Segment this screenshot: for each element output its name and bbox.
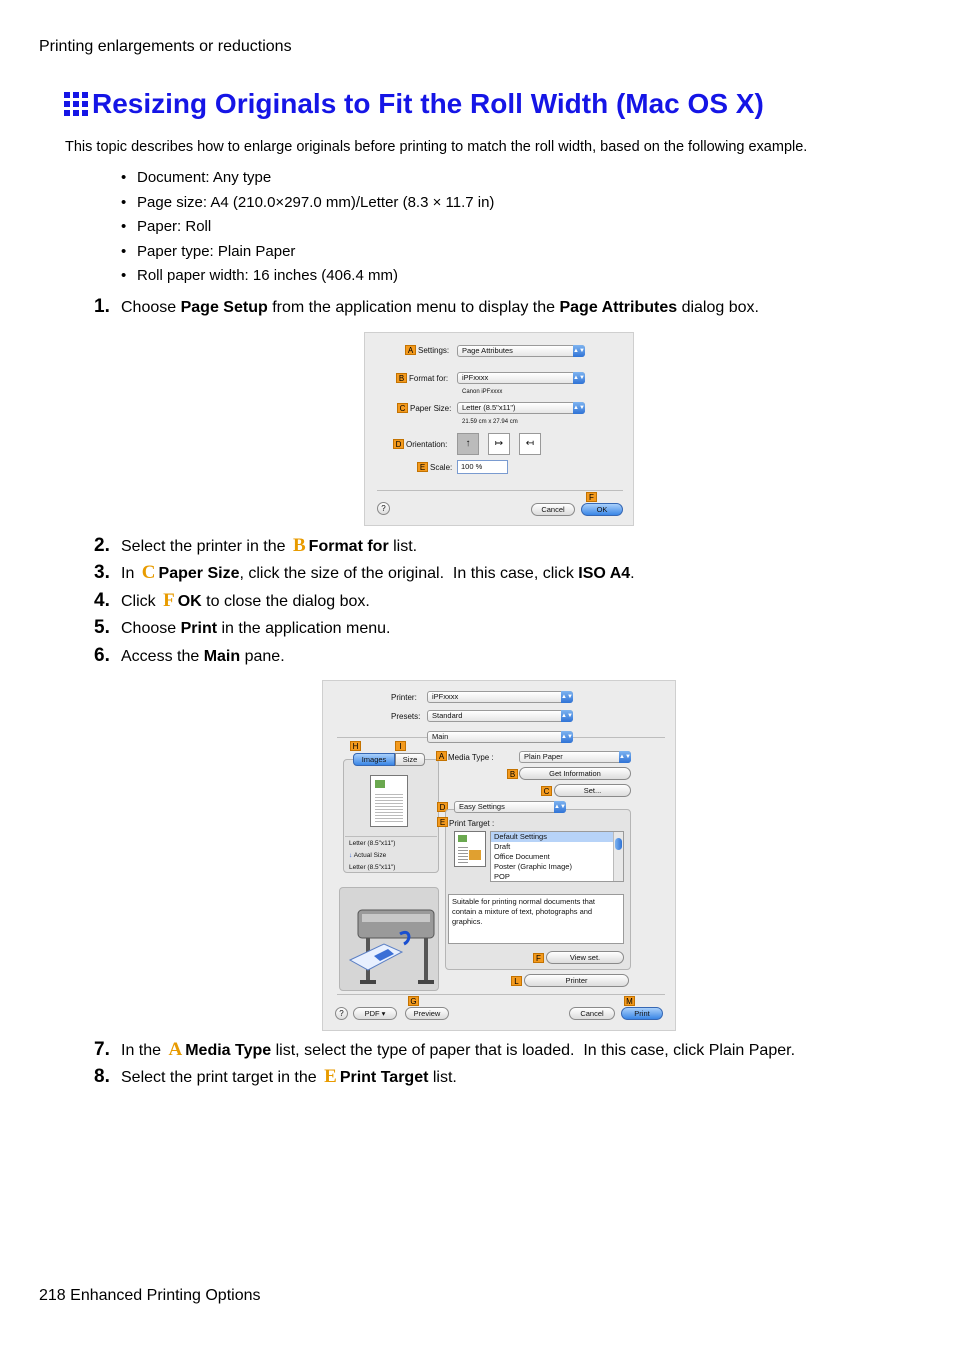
format-label: Format for: (409, 374, 449, 383)
help-button[interactable]: ? (335, 1007, 348, 1020)
page-preview-thumbnail (370, 775, 408, 827)
settings-popup[interactable] (457, 345, 585, 357)
presets-label: Presets: (391, 712, 421, 721)
step-bold: Paper Size (158, 565, 240, 582)
step-text: pane. (240, 648, 285, 665)
landscape-icon: ↦ (494, 438, 504, 449)
printer-button[interactable]: Printer (524, 974, 629, 987)
stepper-arrows-icon: ▲▼ (619, 751, 631, 763)
step-3 (94, 562, 635, 584)
original-size-label: Letter (8.5"x11") (349, 840, 396, 847)
ok-button[interactable]: OK (581, 503, 623, 516)
list-item[interactable]: Poster (Graphic Image) (494, 862, 572, 871)
badge-c: C (541, 786, 552, 796)
print-target-label: Print Target : (449, 819, 495, 828)
media-type-value: Plain Paper (524, 752, 563, 761)
badge-l: L (511, 976, 522, 986)
step-bold: Print (180, 620, 218, 637)
badge-h: H (350, 741, 361, 751)
page-setup-dialog (364, 332, 634, 526)
stepper-arrows-icon: ▲▼ (573, 372, 585, 384)
list-item: • Paper type: Plain Paper (121, 242, 494, 267)
paper-size-popup[interactable] (457, 402, 585, 414)
running-header: Printing enlargements or reductions (39, 38, 292, 55)
scale-label: Scale: (430, 463, 453, 472)
list-item: • Paper: Roll (121, 217, 494, 242)
view-settings-button[interactable]: View set. (546, 951, 624, 964)
arrow-down-icon: ↓ (349, 852, 353, 859)
step-number: 8. (94, 1066, 110, 1087)
pane-value: Main (432, 732, 449, 741)
stepper-arrows-icon: ▲▼ (561, 731, 573, 743)
step-bold: Page Attributes (559, 299, 678, 316)
pdf-button[interactable]: PDF ▾ (353, 1007, 397, 1020)
format-subtext: Canon iPFxxxx (462, 389, 503, 395)
step-text: Choose (121, 299, 177, 316)
badge-c: C (397, 403, 408, 413)
divider (345, 836, 437, 837)
pane-popup[interactable] (427, 731, 573, 743)
step-number: 2. (94, 535, 110, 556)
step-text: . (630, 565, 635, 582)
step-1 (94, 296, 759, 318)
scale-input[interactable]: 100 % (457, 460, 508, 474)
preview-image-icon (375, 780, 385, 788)
divider (337, 994, 665, 995)
scrollbar-thumb[interactable] (615, 838, 622, 850)
mode-value: Easy Settings (459, 802, 505, 811)
step-text: list. (388, 538, 418, 555)
list-item: • Document: Any type (121, 168, 494, 193)
presets-popup[interactable] (427, 710, 573, 722)
badge-d: D (437, 802, 448, 812)
callout-letter: B (292, 535, 306, 556)
format-value: iPFxxxx (462, 373, 489, 382)
step-7 (94, 1039, 795, 1061)
step-text: list, select the type of paper that is loaded. In this case, click Plain Paper. (271, 1042, 796, 1059)
step-text: Click (121, 593, 161, 610)
example-list (121, 168, 494, 291)
presets-value: Standard (432, 711, 463, 720)
tab-images[interactable]: Images (353, 753, 395, 766)
paper-size-label: Paper Size: (410, 404, 452, 413)
cancel-button[interactable]: Cancel (569, 1007, 615, 1020)
portrait-orientation-button[interactable] (457, 433, 479, 455)
list-scrollbar[interactable] (613, 832, 623, 881)
grid-icon (64, 92, 88, 116)
callout-letter: F (163, 590, 175, 611)
step-text: dialog box. (677, 299, 759, 316)
section-title-text: Resizing Originals to Fit the Roll Width (Mac OS X) (92, 88, 764, 119)
reverse-landscape-icon: ↤ (525, 438, 535, 449)
preview-button[interactable]: Preview (405, 1007, 449, 1020)
stepper-arrows-icon: ▲▼ (554, 801, 566, 813)
reverse-landscape-orientation-button[interactable] (519, 433, 541, 455)
orientation-label: Orientation: (406, 440, 448, 449)
step-text: list. (428, 1069, 457, 1086)
stepper-arrows-icon: ▲▼ (573, 345, 585, 357)
step-text: Select the print target in the (121, 1069, 322, 1086)
step-number: 3. (94, 562, 110, 583)
badge-f: F (586, 492, 597, 502)
stepper-arrows-icon: ▲▼ (561, 710, 573, 722)
step-5 (94, 617, 391, 639)
paper-size-subtext: 21.59 cm x 27.94 cm (462, 419, 518, 425)
badge-e: E (417, 462, 428, 472)
print-target-preview (454, 831, 486, 867)
intro-paragraph: This topic describes how to enlarge originals before printing to match the roll width, based on the following example. (65, 139, 808, 155)
output-size-label: Letter (8.5"x11") (349, 864, 396, 871)
media-type-popup[interactable] (519, 751, 631, 763)
landscape-orientation-button[interactable] (488, 433, 510, 455)
cancel-button[interactable]: Cancel (531, 503, 575, 516)
step-number: 6. (94, 645, 110, 666)
format-for-popup[interactable] (457, 372, 585, 384)
list-item[interactable]: Office Document (494, 852, 550, 861)
badge-g: G (408, 996, 419, 1006)
large-format-printer-icon (340, 888, 440, 992)
step-text: from the application menu to display the (267, 299, 560, 316)
get-information-button[interactable]: Get Information (519, 767, 631, 780)
step-bold: Page Setup (180, 299, 268, 316)
settings-value: Page Attributes (462, 346, 513, 355)
badge-i: I (395, 741, 406, 751)
print-dialog (322, 680, 676, 1031)
badge-e: E (437, 817, 448, 827)
step-4 (94, 590, 370, 612)
step-8 (94, 1066, 457, 1088)
badge-a: A (405, 345, 416, 355)
help-button[interactable]: ? (377, 502, 390, 515)
portrait-icon: ↑ (465, 438, 471, 449)
step-bold: OK (177, 593, 202, 610)
target-image-icon (458, 835, 467, 842)
print-button[interactable]: Print (621, 1007, 663, 1020)
step-text: Select the printer in the (121, 538, 290, 555)
actual-size-text: Actual Size (353, 852, 387, 859)
mode-popup[interactable] (454, 801, 566, 813)
set-button[interactable]: Set... (554, 784, 631, 797)
step-6 (94, 645, 285, 667)
preview-text-lines (375, 792, 403, 822)
step-text: to close the dialog box. (201, 593, 370, 610)
list-item[interactable]: Draft (494, 842, 511, 851)
step-text: , click the size of the original. In this case, click (239, 565, 579, 582)
badge-b: B (396, 373, 407, 383)
step-text: in the application menu. (217, 620, 391, 637)
step-text: Access the (121, 648, 204, 665)
media-type-label: Media Type : (448, 753, 494, 762)
step-2 (94, 535, 417, 557)
list-item: • Page size: A4 (210.0×297.0 mm)/Letter (8.3 × 11.7 in) (121, 193, 494, 218)
badge-a: A (436, 751, 447, 761)
badge-f: F (533, 953, 544, 963)
step-number: 7. (94, 1039, 110, 1060)
printer-popup[interactable] (427, 691, 573, 703)
page-footer: 218 Enhanced Printing Options (39, 1287, 261, 1304)
badge-d: D (393, 439, 404, 449)
step-text: Choose (121, 620, 181, 637)
callout-letter: A (168, 1039, 183, 1060)
step-number: 1. (94, 296, 110, 317)
target-text-lines (458, 845, 468, 865)
step-text: In the (121, 1042, 166, 1059)
step-bold: ISO A4 (578, 565, 631, 582)
list-item[interactable]: POP (494, 872, 510, 881)
callout-letter: E (324, 1066, 337, 1087)
step-bold: Main (203, 648, 241, 665)
list-item[interactable]: Default Settings (491, 832, 623, 842)
step-number: 4. (94, 590, 110, 611)
printer-illustration-panel (339, 887, 439, 991)
print-target-list[interactable] (490, 831, 624, 882)
paper-size-value: Letter (8.5"x11") (462, 403, 516, 412)
badge-b: B (507, 769, 518, 779)
callout-letter: C (141, 562, 156, 583)
settings-label: Settings: (418, 346, 450, 355)
step-bold: Print Target (339, 1069, 429, 1086)
stepper-arrows-icon: ▲▼ (561, 691, 573, 703)
stepper-arrows-icon: ▲▼ (573, 402, 585, 414)
printer-value: iPFxxxx (432, 692, 459, 701)
badge-m: M (624, 996, 635, 1006)
target-graphic-icon (469, 850, 481, 860)
step-bold: Format for (308, 538, 389, 555)
section-title (64, 88, 764, 120)
divider (377, 490, 623, 491)
description-box: Suitable for printing normal documents that contain a mixture of text, photographs and graphics. (448, 894, 624, 944)
tab-size[interactable]: Size (395, 753, 425, 766)
step-text: In (121, 565, 139, 582)
step-bold: Media Type (185, 1042, 272, 1059)
printer-label: Printer: (391, 693, 417, 702)
list-item: • Roll paper width: 16 inches (406.4 mm) (121, 266, 494, 291)
actual-size-label (349, 852, 386, 859)
step-number: 5. (94, 617, 110, 638)
